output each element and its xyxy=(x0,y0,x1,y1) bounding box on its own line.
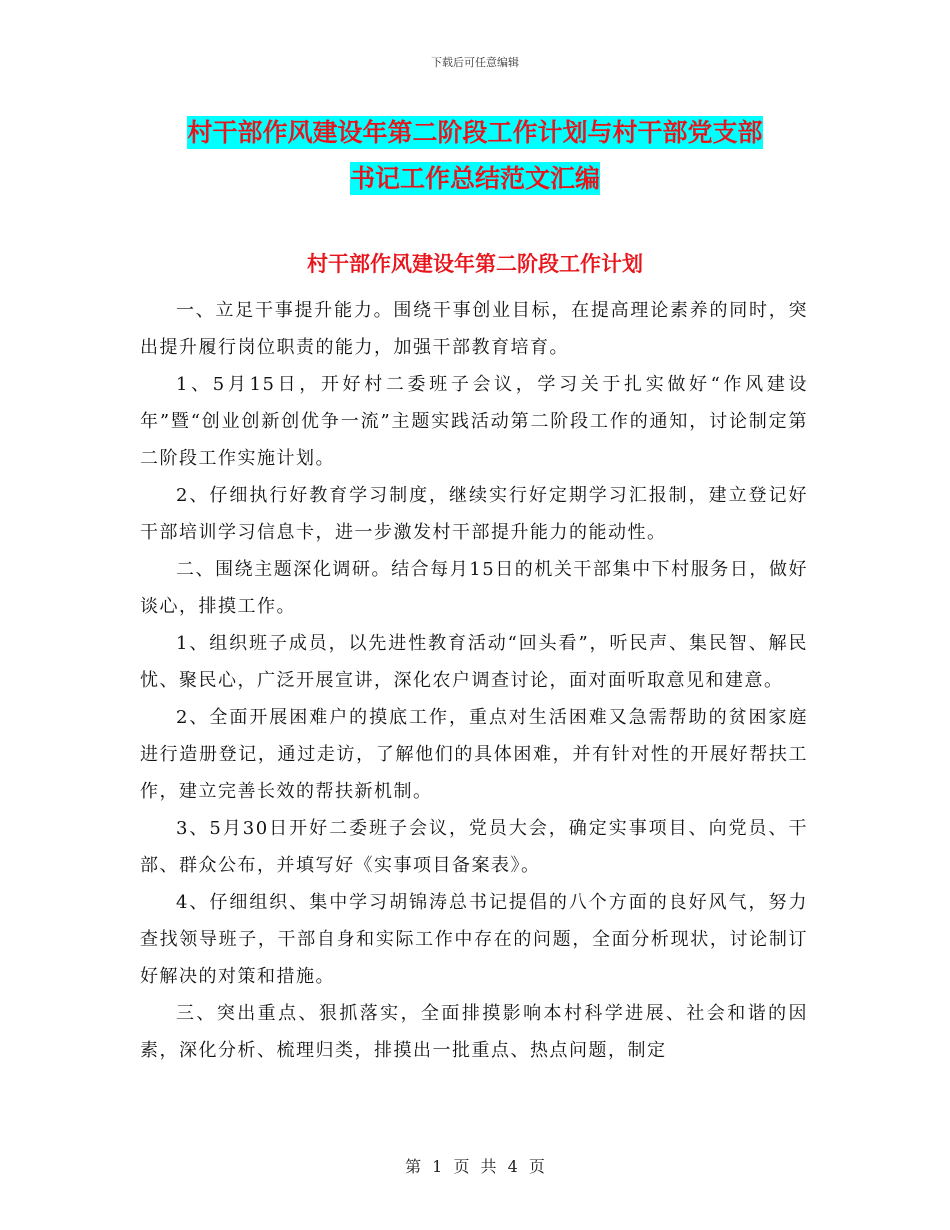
title-line-2: 书记工作总结范文汇编 xyxy=(349,164,600,193)
page-number-footer: 第 1 页 共 4 页 xyxy=(405,1157,545,1176)
paragraph: 二、围绕主题深化调研。结合每月15日的机关干部集中下村服务日，做好谈心，排摸工作。 xyxy=(140,559,808,617)
paragraph: 2、全面开展困难户的摸底工作，重点对生活困难又急需帮助的贫困家庭进行造册登记，通过走访，了解他们的具体困难，并有针对性的开展好帮扶工作，建立完善长效的帮扶新机制。 xyxy=(140,707,808,802)
document-title xyxy=(0,110,950,202)
header-note: 下载后可任意编辑 xyxy=(431,56,519,69)
paragraph: 1、组织班子成员，以先进性教育活动“回头看”，听民声、集民智、解民忧、聚民心，广泛开展宣讲，深化农户调查讨论，面对面听取意见和建意。 xyxy=(140,633,808,691)
paragraph: 3、5月30日开好二委班子会议，党员大会，确定实事项目、向党员、干部、群众公布，并填写好《实事项目备案表》。 xyxy=(140,818,808,876)
paragraph: 三、突出重点、狠抓落实，全面排摸影响本村科学进展、社会和谐的因素，深化分析、梳理归类，排摸出一批重点、热点问题，制定 xyxy=(140,1003,808,1061)
paragraph: 1、5月15日，开好村二委班子会议，学习关于扎实做好“作风建设年”暨“创业创新创优争一流”主题实践活动第二阶段工作的通知，讨论制定第二阶段工作实施计划。 xyxy=(140,374,808,469)
paragraph: 一、立足干事提升能力。围绕干事创业目标，在提高理论素养的同时，突出提升履行岗位职责的能力，加强干部教育培育。 xyxy=(140,300,808,358)
section-title: 村干部作风建设年第二阶段工作计划 xyxy=(307,252,643,276)
paragraph: 2、仔细执行好教育学习制度，继续实行好定期学习汇报制，建立登记好干部培训学习信息卡，进一步激发村干部提升能力的能动性。 xyxy=(140,485,808,543)
document-body xyxy=(140,292,808,1069)
paragraph: 4、仔细组织、集中学习胡锦涛总书记提倡的八个方面的良好风气，努力查找领导班子，干部自身和实际工作中存在的问题，全面分析现状，讨论制订好解决的对策和措施。 xyxy=(140,892,808,987)
title-line-1: 村干部作风建设年第二阶段工作计划与村干部党支部 xyxy=(187,118,763,147)
